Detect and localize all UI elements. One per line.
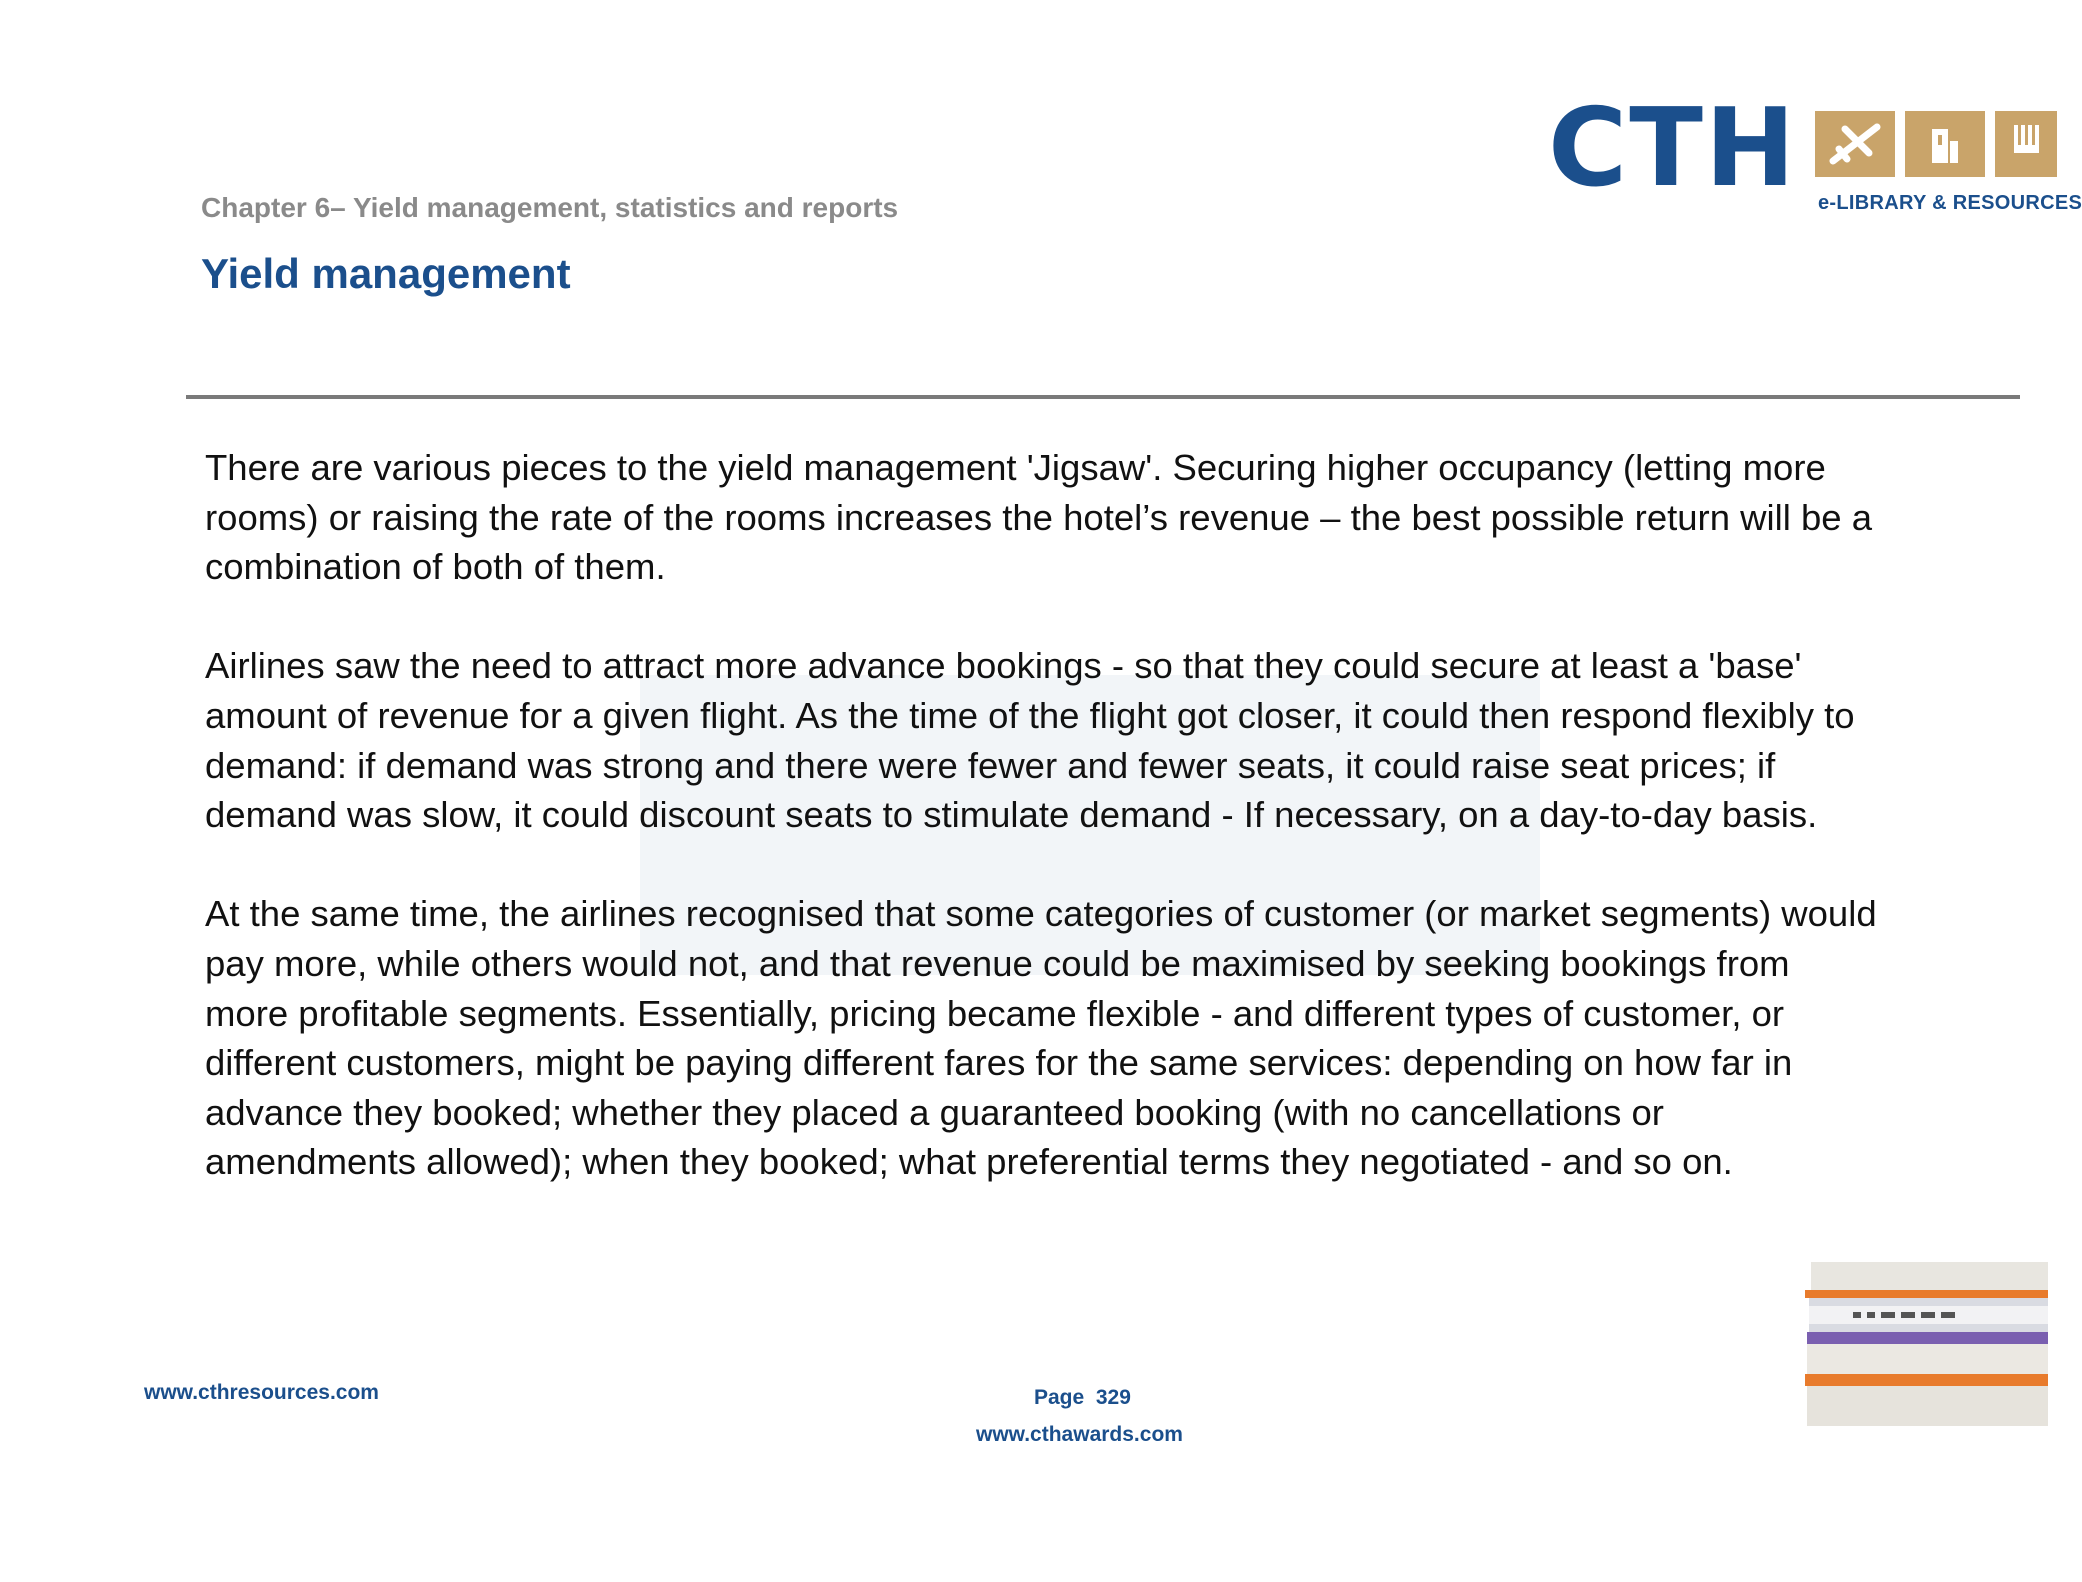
page-number: Page 329 [1034,1386,1131,1409]
body-text [205,443,2020,1187]
divider [186,395,2020,399]
footer-awards-link[interactable]: www.cthawards.com [976,1423,1183,1446]
chapter-heading: Chapter 6– Yield management, statistics and reports [201,192,899,223]
books-image [1803,1262,2048,1432]
footer-resources-link[interactable]: www.cthresources.com [144,1381,379,1404]
fork-icon [1995,111,2057,177]
paragraph: At the same time, the airlines recognised that some categories of customer (or market segments) would pay more, while others would not, and that revenue could be maximised by seeking bookings from more profitable segments. Essentially, pricing became flexible - and different types of customer, or different customers, might be paying different fares for the same services: depending on how far in advance they booked; whether they placed a guaranteed booking (with no cancellations or amendments allowed); when they booked; what preferential terms they negotiated - and so on. [205,893,1877,1183]
logo-wordmark: CTH [1548,86,1798,211]
paragraph: Airlines saw the need to attract more advance bookings - so that they could secure at least a 'base' amount of revenue for a given flight. As the time of the flight got closer, it could then respond flexibly to demand: if demand was strong and there were fewer and fewer seats, it could raise seat prices; if demand was slow, it could discount seats to stimulate demand - If necessary, on a day-to-day basis. [205,645,1855,836]
logo-tagline: e-LIBRARY & RESOURCES [1818,192,2082,214]
airplane-icon [1815,111,1895,177]
logo-tiles [1815,111,2057,177]
paragraph: There are various pieces to the yield management 'Jigsaw'. Securing higher occupancy (letting more rooms) or raising the rate of the rooms increases the hotel’s revenue – the best possible return will be a combination of both of them. [205,447,1873,588]
page-title: Yield management [201,250,571,297]
hotel-icon [1905,111,1985,177]
